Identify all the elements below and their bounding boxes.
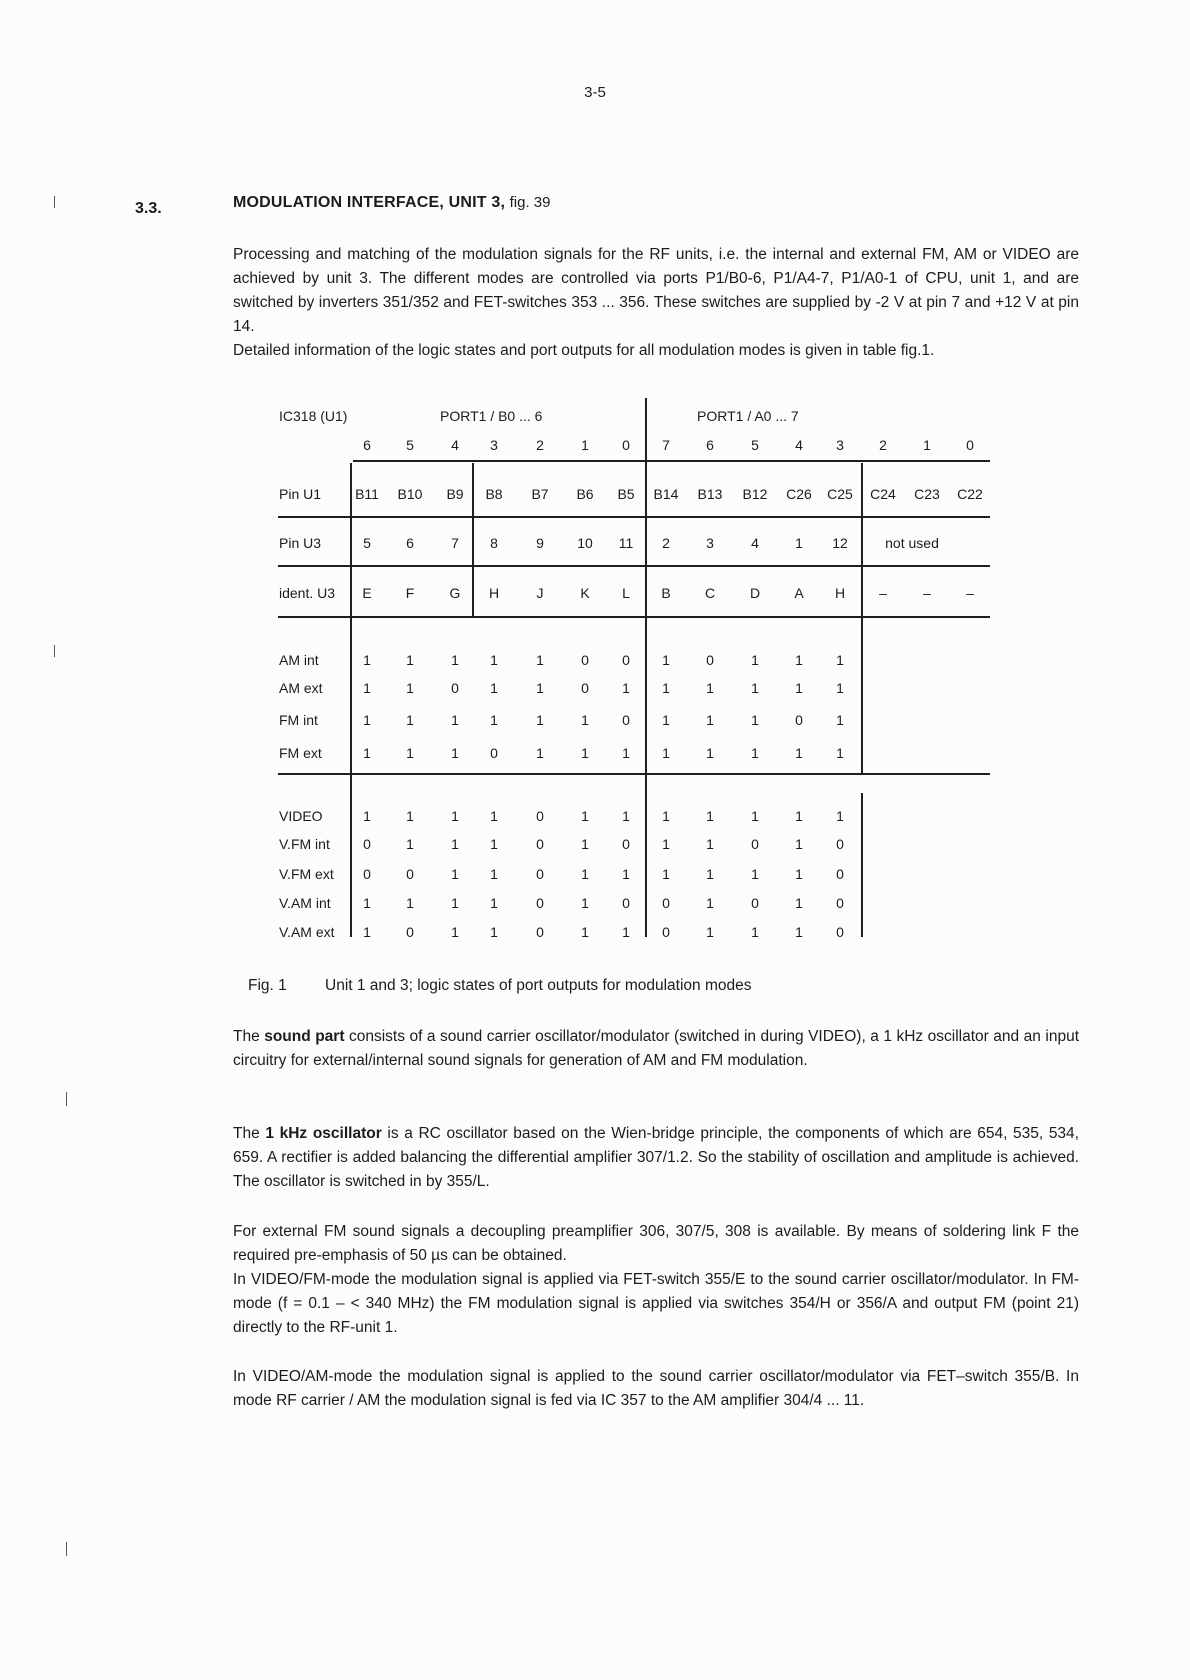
sound-part-term: sound part	[264, 1028, 345, 1045]
mode-label: FM int	[279, 712, 318, 728]
table-cell: K	[580, 585, 590, 601]
table-cell: 2	[662, 535, 670, 551]
table-cell: 1	[451, 895, 459, 911]
table-cell: –	[923, 585, 931, 601]
table-cell: 1	[622, 745, 630, 761]
table-cell: 0	[622, 712, 630, 728]
table-cell: 1	[581, 836, 589, 852]
table-cell: 1	[490, 895, 498, 911]
table-cell: 9	[536, 535, 544, 551]
section-title-text: MODULATION INTERFACE, UNIT 3,	[233, 194, 506, 211]
table-cell: B13	[697, 486, 723, 502]
table-cell: 1	[406, 808, 414, 824]
table-cell: 1	[363, 652, 371, 668]
margin-mark	[66, 1542, 67, 1556]
table-cell: 0	[622, 895, 630, 911]
table-cell: 1	[581, 895, 589, 911]
table-cell: 1	[536, 712, 544, 728]
table-cell: –	[966, 585, 974, 601]
section-fig-ref: fig. 39	[509, 194, 551, 211]
margin-mark	[54, 196, 55, 208]
table-cell: 0	[836, 836, 844, 852]
sound-part-lead: The	[233, 1028, 260, 1045]
rule-pin-u1	[278, 516, 990, 518]
section-number: 3.3.	[135, 200, 162, 217]
table-cell: 1	[581, 924, 589, 940]
table-cell: 1	[536, 652, 544, 668]
table-cell: 1	[836, 680, 844, 696]
table-cell: 1	[795, 866, 803, 882]
table-cell: J	[536, 585, 544, 601]
table-cell: 1	[622, 808, 630, 824]
table-cell: 1	[622, 680, 630, 696]
table-cell: 1	[751, 745, 759, 761]
pin-u3-label: Pin U3	[279, 535, 322, 551]
table-cell: C22	[957, 486, 983, 502]
rule-header	[353, 460, 990, 462]
table-cell: 1	[363, 808, 371, 824]
table-cell: 1	[451, 652, 459, 668]
table-cell: 1	[581, 745, 589, 761]
oscillator-text: is a RC oscillator based on the Wien-bridge principle, the components of which are 654, 535, 534, 659. A rectifier is added balancing the differential amplifier 307/1.2. So the stability of oscillation and amplitude is achieved. The oscillator is switched in by 355/L.	[233, 1125, 1079, 1190]
bit-number: 3	[490, 437, 498, 453]
bit-number: 1	[923, 437, 931, 453]
table-cell: 1	[490, 652, 498, 668]
table-cell: 0	[536, 924, 544, 940]
table-cell: 0	[536, 895, 544, 911]
table-cell: 0	[581, 652, 589, 668]
table-cell: 7	[451, 535, 459, 551]
table-cell: 1	[406, 712, 414, 728]
port-a-label: PORT1 / A0 ... 7	[697, 408, 799, 424]
table-cell: 0	[363, 866, 371, 882]
table-cell: 6	[406, 535, 414, 551]
table-cell: 1	[451, 836, 459, 852]
table-cell: 1	[662, 808, 670, 824]
table-cell: 1	[406, 680, 414, 696]
table-cell: 1	[581, 866, 589, 882]
am-text: In VIDEO/AM-mode the modulation signal is applied to the sound carrier oscillator/modulator via FET–switch 355/B. In mode RF carrier / AM the modulation signal is fed via IC 357 to the AM amplifier 304/4 ... 11.	[233, 1368, 1079, 1409]
table-cell: 1	[836, 745, 844, 761]
bit-number: 4	[795, 437, 803, 453]
intro-paragraph	[233, 243, 1079, 363]
table-cell: 0	[662, 924, 670, 940]
table-cell: B11	[355, 486, 379, 502]
table-cell: 1	[363, 745, 371, 761]
table-cell: 1	[706, 712, 714, 728]
table-cell: 0	[751, 895, 759, 911]
vrule-unused	[861, 616, 863, 773]
table-cell: 1	[706, 895, 714, 911]
table-cell: B10	[397, 486, 423, 502]
table-cell: 1	[706, 924, 714, 940]
table-cell: B9	[446, 486, 464, 502]
table-cell: 0	[836, 866, 844, 882]
mode-label: V.FM ext	[279, 866, 334, 882]
table-cell: A	[794, 585, 804, 601]
table-cell: 1	[363, 895, 371, 911]
bit-number: 1	[581, 437, 589, 453]
intro-text: Processing and matching of the modulation signals for the RF units, i.e. the internal and external FM, AM or VIDEO are achieved by unit 3. The different modes are controlled via ports P1/B0-6, P1/A4-7, P1/A0-1 of CPU, unit 1, and are switched by inverters 351/352 and FET-switches 353 ... 356. These switches are supplied by -2 V at pin 7 and +12 V at pin 14.	[233, 246, 1079, 335]
table-cell: G	[449, 585, 461, 601]
table-cell: 1	[662, 745, 670, 761]
table-cell: 1	[751, 924, 759, 940]
table-cell: F	[405, 585, 415, 601]
table-cell: 0	[406, 924, 414, 940]
table-cell: C23	[914, 486, 940, 502]
table-cell: 1	[706, 680, 714, 696]
table-cell: 1	[490, 680, 498, 696]
table-cell: 1	[451, 866, 459, 882]
ic-label: IC318 (U1)	[279, 408, 348, 424]
am-paragraph	[233, 1365, 1079, 1413]
table-cell: 0	[706, 652, 714, 668]
table-cell: 11	[618, 535, 634, 551]
table-cell: 1	[795, 836, 803, 852]
figure-caption	[248, 977, 752, 995]
table-cell: 1	[836, 652, 844, 668]
table-cell: H	[834, 585, 846, 601]
oscillator-term: 1 kHz oscillator	[265, 1125, 382, 1142]
table-cell: 1	[706, 745, 714, 761]
table-cell: 1	[363, 712, 371, 728]
table-cell: B12	[742, 486, 768, 502]
table-cell: 1	[662, 680, 670, 696]
bit-number: 6	[363, 437, 371, 453]
table-cell: 0	[363, 836, 371, 852]
mode-label: AM int	[279, 652, 319, 668]
table-cell: 0	[406, 866, 414, 882]
table-cell: 10	[577, 535, 593, 551]
table-cell: 1	[795, 808, 803, 824]
table-cell: 1	[490, 808, 498, 824]
table-cell: B5	[617, 486, 635, 502]
bit-number: 6	[706, 437, 714, 453]
table-cell: 1	[795, 745, 803, 761]
table-cell: 12	[832, 535, 848, 551]
table-cell: 1	[451, 808, 459, 824]
table-cell: 1	[490, 836, 498, 852]
mode-label: FM ext	[279, 745, 322, 761]
vrule-a	[861, 463, 863, 616]
table-cell: 1	[795, 535, 803, 551]
table-cell: 1	[751, 712, 759, 728]
table-cell: 1	[795, 895, 803, 911]
table-cell: 4	[751, 535, 759, 551]
ident-u3-label: ident. U3	[279, 585, 336, 601]
table-cell: 1	[581, 808, 589, 824]
table-cell: E	[362, 585, 372, 601]
vrule-label	[350, 463, 352, 937]
rule-pin-u3	[278, 565, 990, 567]
table-cell: C25	[827, 486, 853, 502]
table-cell: 1	[795, 924, 803, 940]
table-cell: 0	[622, 652, 630, 668]
table-cell: 1	[706, 808, 714, 824]
vrule-unused-2	[861, 793, 863, 937]
table-cell: 1	[795, 680, 803, 696]
table-cell: 0	[451, 680, 459, 696]
table-cell: 0	[536, 836, 544, 852]
table-cell: 1	[662, 866, 670, 882]
table-cell: 0	[536, 808, 544, 824]
table-cell: 0	[536, 866, 544, 882]
table-cell: 1	[451, 712, 459, 728]
table-cell: 0	[581, 680, 589, 696]
table-cell: C26	[786, 486, 812, 502]
vrule-b	[472, 463, 474, 616]
table-cell: 0	[622, 836, 630, 852]
table-cell: 1	[581, 712, 589, 728]
table-cell: B7	[531, 486, 549, 502]
table-cell: 0	[836, 924, 844, 940]
table-cell: 1	[406, 652, 414, 668]
table-cell: 1	[795, 652, 803, 668]
bit-number: 5	[751, 437, 759, 453]
mode-label: AM ext	[279, 680, 323, 696]
sound-part-text: consists of a sound carrier oscillator/modulator (switched in during VIDEO), a 1 kHz oscillator and an input circuitry for external/internal sound signals for generation of AM and FM modulation.	[233, 1028, 1079, 1069]
oscillator-paragraph	[233, 1122, 1079, 1194]
fm-text-1: For external FM sound signals a decoupling preamplifier 306, 307/5, 308 is available. By means of soldering link F the required pre-emphasis of 50 µs can be obtained.	[233, 1223, 1079, 1264]
table-cell: 0	[836, 895, 844, 911]
table-cell: 1	[662, 712, 670, 728]
table-cell: 1	[406, 745, 414, 761]
mode-label: V.AM ext	[279, 924, 335, 940]
table-cell: 1	[751, 652, 759, 668]
table-cell: 1	[751, 808, 759, 824]
table-cell: 1	[490, 712, 498, 728]
mode-label: V.FM int	[279, 836, 330, 852]
margin-mark	[54, 645, 55, 657]
rule-modes	[278, 773, 990, 775]
bit-number: 7	[662, 437, 670, 453]
table-cell: B8	[485, 486, 503, 502]
fm-text-2: In VIDEO/FM-mode the modulation signal is applied via FET-switch 355/E to the sound carrier oscillator/modulator. In FM-mode (f = 0.1 – < 340 MHz) the FM modulation signal is applied via switches 354/H or 356/A and output FM (point 21) directly to the RF-unit 1.	[233, 1271, 1079, 1336]
bit-number: 0	[966, 437, 974, 453]
margin-mark	[66, 1092, 67, 1106]
bit-number: 2	[536, 437, 544, 453]
bit-number: 4	[451, 437, 459, 453]
table-cell: 0	[751, 836, 759, 852]
pin-u1-label: Pin U1	[279, 486, 322, 502]
table-cell: 1	[706, 866, 714, 882]
table-cell: C24	[870, 486, 896, 502]
table-cell: 1	[490, 924, 498, 940]
table-cell: 1	[406, 836, 414, 852]
bit-number: 2	[879, 437, 887, 453]
table-cell: 1	[706, 836, 714, 852]
table-cell: 0	[795, 712, 803, 728]
not-used-label: not used	[885, 535, 939, 551]
intro-text-detail: Detailed information of the logic states and port outputs for all modulation modes is given in table fig.1.	[233, 342, 935, 359]
table-cell: 0	[662, 895, 670, 911]
table-cell: 1	[363, 680, 371, 696]
mode-label: VIDEO	[279, 808, 323, 824]
table-cell: 0	[490, 745, 498, 761]
oscillator-lead: The	[233, 1125, 260, 1142]
table-cell: H	[488, 585, 500, 601]
table-cell: 1	[751, 866, 759, 882]
table-cell: L	[622, 585, 630, 601]
bit-number: 5	[406, 437, 414, 453]
fm-paragraph	[233, 1220, 1079, 1340]
table-cell: 3	[706, 535, 714, 551]
vrule-port-split	[645, 398, 647, 937]
table-cell: 1	[406, 895, 414, 911]
table-cell: D	[749, 585, 761, 601]
page-number: 3-5	[584, 84, 606, 101]
table-cell: 1	[622, 924, 630, 940]
table-cell: 1	[836, 712, 844, 728]
table-cell: 1	[662, 836, 670, 852]
bit-number: 0	[622, 437, 630, 453]
section-title	[233, 194, 551, 212]
mode-label: V.AM int	[279, 895, 331, 911]
rule-ident	[278, 616, 990, 618]
table-cell: 1	[536, 745, 544, 761]
port-b-label: PORT1 / B0 ... 6	[440, 408, 543, 424]
table-cell: 1	[662, 652, 670, 668]
table-cell: 1	[622, 866, 630, 882]
table-cell: 1	[451, 924, 459, 940]
figure-caption-text: Unit 1 and 3; logic states of port outputs for modulation modes	[325, 977, 752, 994]
figure-caption-label: Fig. 1	[248, 977, 287, 994]
table-cell: 1	[363, 924, 371, 940]
table-cell: B14	[653, 486, 679, 502]
table-cell: 1	[451, 745, 459, 761]
table-cell: 1	[490, 866, 498, 882]
table-cell: B	[661, 585, 671, 601]
table-cell: –	[879, 585, 887, 601]
sound-part-paragraph	[233, 1025, 1079, 1073]
table-cell: 5	[363, 535, 371, 551]
table-cell: C	[704, 585, 716, 601]
table-cell: 8	[490, 535, 498, 551]
table-cell: B6	[576, 486, 594, 502]
table-cell: 1	[536, 680, 544, 696]
table-cell: 1	[836, 808, 844, 824]
table-cell: 1	[751, 680, 759, 696]
bit-number: 3	[836, 437, 844, 453]
